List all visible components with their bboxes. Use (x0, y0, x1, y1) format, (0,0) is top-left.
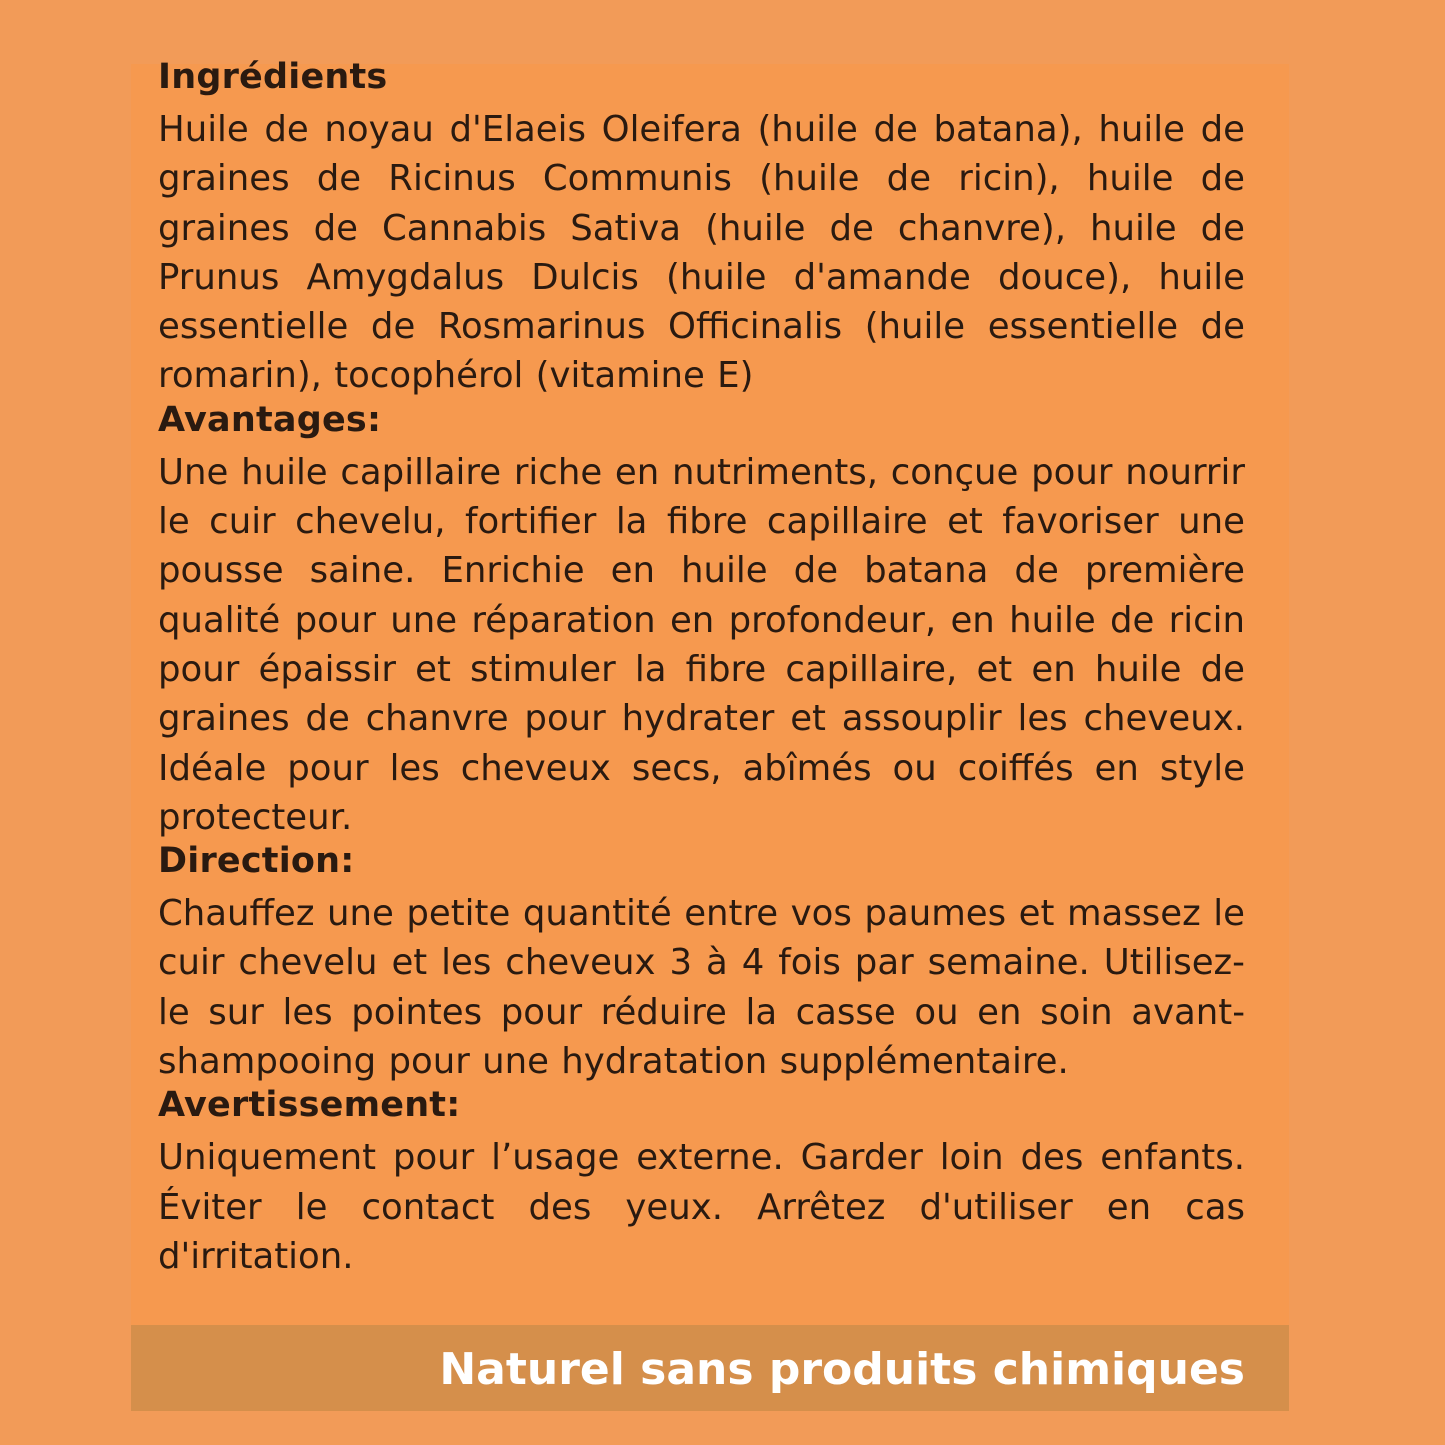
ingredients-heading: Ingrédients (158, 57, 388, 97)
directions-text: Chauffez une petite quantité entre vos paumes et massez le cuir chevelu et les cheveux 3 à 4 fois par semaine. Utilisez-le sur les pointes pour réduire la casse ou en soin avant-shampooing pour une hydratation supplémentaire. (158, 893, 1245, 1083)
benefits-text: Une huile capillaire riche en nutriments, conçue pour nourrir le cuir chevelu, fortifier la fibre capillaire et favoriser une pousse saine. Enrichie en huile de batana de première qualité pour une réparation en profondeur, en huile de ricin pour épaissir et stimuler la fibre capillaire, et en huile de graines de chanvre pour hydrater et assouplir les cheveux. Idéale pour les cheveux secs, abîmés ou coiffés en style protecteur. (158, 451, 1245, 838)
label-content (158, 58, 1245, 1281)
warning-text: Uniquement pour l’usage externe. Garder loin des enfants. Éviter le contact des yeux. Arrêtez d'utiliser en cas d'irritation. (158, 1137, 1245, 1277)
label-panel (131, 57, 1289, 1411)
ingredients-text: Huile de noyau d'Elaeis Oleifera (huile de batana), huile de graines de Ricinus Communis (huile de ricin), huile de graines de Cannabis Sativa (huile de chanvre), huile de Prunus Amygdalus Dulcis (huile d'amande douce), huile essentielle de Rosmarinus Officinalis (huile essentielle de romarin), tocophérol (vitamine E) (158, 109, 1245, 397)
footer-banner (131, 1325, 1289, 1411)
footer-tagline: Naturel sans produits chimiques (439, 1344, 1245, 1395)
directions-heading: Direction: (158, 841, 355, 882)
warning-heading: Avertissement: (158, 1085, 461, 1126)
benefits-heading: Avantages: (158, 399, 382, 440)
